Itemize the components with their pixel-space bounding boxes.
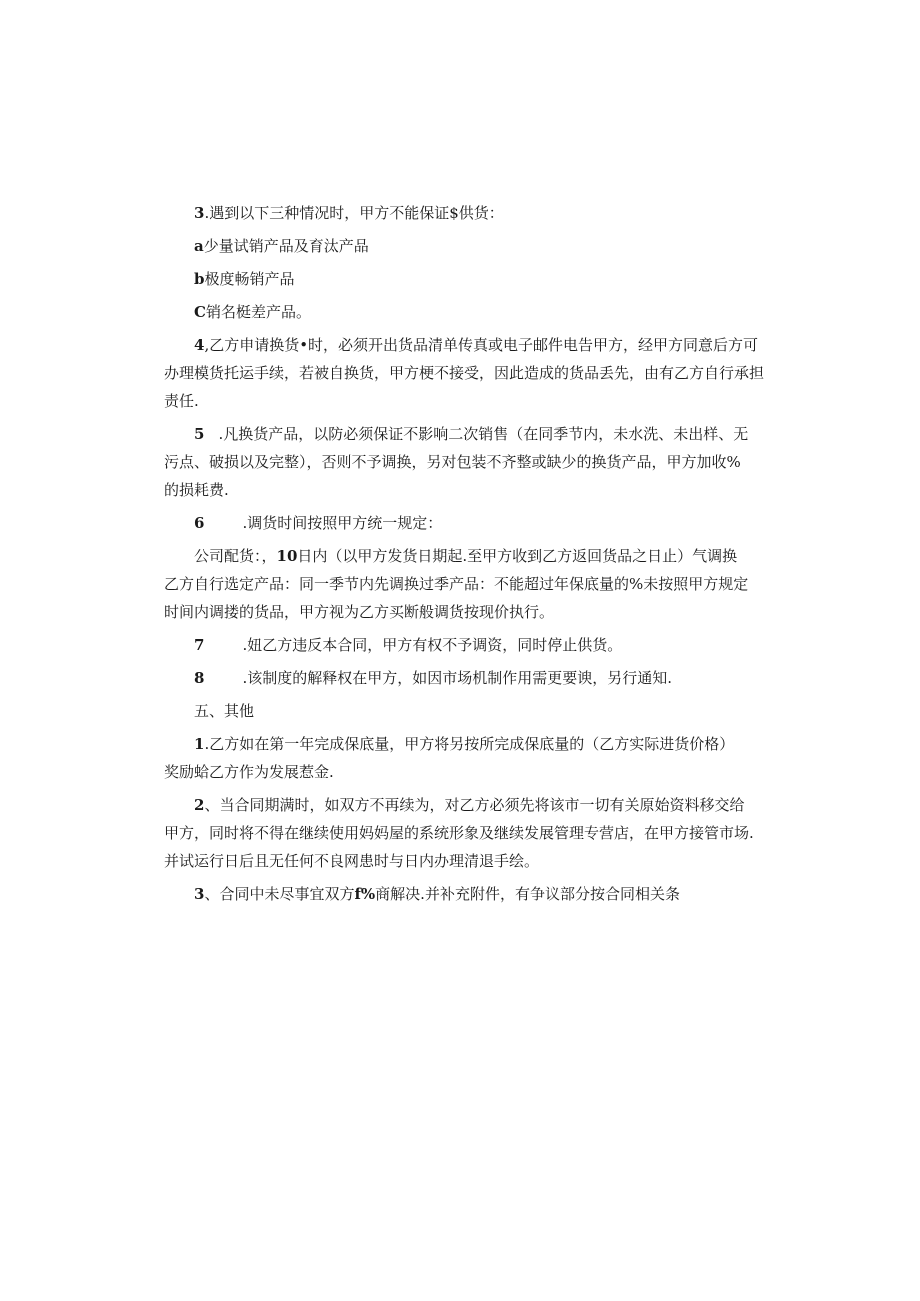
clause-number: 7	[194, 636, 205, 654]
clause-line: 并试运行日后且无任何不良网患时与日内办理清退手绘。	[164, 852, 540, 870]
clause-line: 、合同中未尽事宜双方	[204, 885, 355, 903]
item-c	[164, 298, 764, 326]
clause-number: 3	[194, 204, 205, 222]
clause-number: 2	[194, 796, 205, 814]
clause-line: 日内（以甲方发货日期起.至甲方收到乙方返回货品之日止）气调换	[297, 547, 738, 565]
clause-text: .该制度的解释权在甲方，如因市场机制作用需更要谀，另行通知.	[242, 669, 672, 687]
item-b	[164, 265, 764, 293]
clause-line: 商解决.并补充附件，有争议部分按合同相关条	[375, 885, 680, 903]
item-letter: C	[194, 303, 206, 321]
item-a	[164, 232, 764, 260]
clause-text: .遇到以下三种情况时，甲方不能保证$供货：	[204, 204, 504, 222]
clause-number: 3	[194, 885, 205, 903]
item-text: 销名梃差产品。	[205, 303, 311, 321]
clause-text: .调货时间按照甲方统一规定：	[242, 514, 443, 532]
clause-number: 5	[194, 425, 205, 443]
clause-3	[164, 199, 764, 227]
section-title: 五、其他	[194, 702, 255, 720]
day-count: 10	[276, 547, 298, 565]
garbled-mark: f%	[354, 885, 376, 903]
clause-line: ,乙方申请换货•时，必须开出货品清单传真或电子邮件电告甲方，经甲方同意后方可	[204, 336, 759, 354]
section-heading-other	[164, 697, 764, 725]
other-clause-1	[164, 730, 764, 786]
item-text: 少量试销产品及育汰产品	[203, 237, 369, 255]
other-clause-3	[164, 880, 764, 908]
clause-text: .妞乙方违反本合同，甲方有权不予调资，同时停止供货。	[242, 636, 623, 654]
clause-6	[164, 509, 764, 537]
clause-line: 甲方，同时将不得在继续使用妈妈屋的系统形象及继续发展管理专营店，在甲方接管市场.	[164, 824, 754, 842]
other-clause-2	[164, 791, 764, 875]
clause-line: 时间内调搂的货品，甲方视为乙方买断般调货按现价执行。	[164, 603, 555, 621]
clause-number: 4	[194, 336, 205, 354]
clause-6-detail	[164, 542, 764, 626]
item-letter: b	[194, 270, 205, 288]
clause-line: 公司配货：，	[194, 547, 277, 565]
clause-line: 、当合同期满时，如双方不再续为，对乙方必须先将该市一切有关原始资料移交给	[204, 796, 745, 814]
clause-line: 办理模货托运手续，若被自换货，甲方梗不接受，因此造成的货品丢先，由有乙方自行承担	[164, 364, 765, 382]
clause-7	[164, 631, 764, 659]
clause-line: .乙方如在第一年完成保底量，甲方将另按所完成保底量的（乙方实际进货价格）	[204, 735, 735, 753]
clause-number: 8	[194, 669, 205, 687]
clause-line: 污点、破损以及完整），否则不予调换，另对包装不齐整或缺少的换货产品，甲方加收%	[164, 453, 741, 471]
clause-line: 责任.	[164, 392, 199, 410]
clause-line: 乙方自行选定产品：同一季节内先调换过季产品：不能超过年保底量的%未按照甲方规定	[164, 575, 749, 593]
clause-line: 奖励蛤乙方作为发展惹金.	[164, 763, 334, 781]
clause-5	[164, 420, 764, 504]
clause-line: .凡换货产品，以防必须保证不影响二次销售（在同季节内，未水洗、未出样、无	[218, 425, 749, 443]
item-text: 极度畅销产品	[204, 270, 295, 288]
document-body	[164, 199, 764, 913]
clause-8	[164, 664, 764, 692]
clause-line: 的损耗费.	[164, 481, 229, 499]
clause-number: 1	[194, 735, 205, 753]
item-letter: a	[194, 237, 204, 255]
clause-4	[164, 331, 764, 415]
clause-number: 6	[194, 514, 205, 532]
